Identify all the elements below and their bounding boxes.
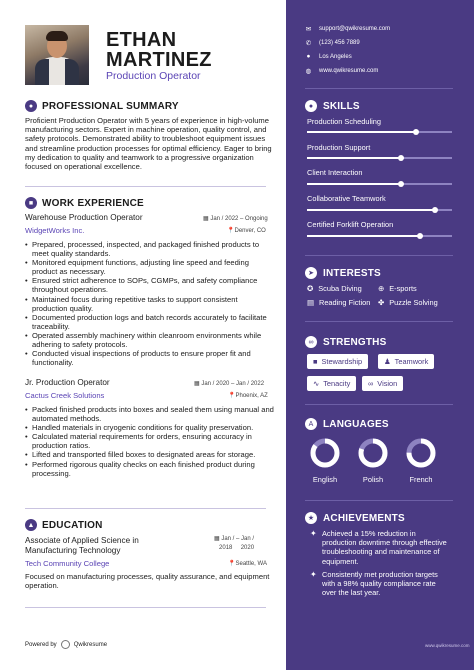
paper-plane-icon: ➤ (305, 267, 317, 279)
job-title-2: Jr. Production Operator (25, 378, 110, 387)
chain-icon: ∿ (313, 379, 320, 388)
company-2: Cactus Creek Solutions (25, 391, 105, 400)
skills-heading: ● SKILLS (305, 100, 360, 112)
education-description: Focused on manufacturing processes, quality assurance, and equipment operation. (25, 572, 270, 591)
puzzle-icon: ✤ (378, 298, 385, 307)
skill-bar (307, 183, 452, 185)
strength-tag: ∞ Vision (362, 376, 403, 391)
summary-heading: ● PROFESSIONAL SUMMARY (25, 100, 179, 112)
link-icon: ∞ (305, 336, 317, 348)
skill-bar (307, 157, 452, 159)
graduation-cap-icon: ▲ (25, 519, 37, 531)
skill-bar (307, 235, 452, 237)
globe-icon: ◍ (305, 68, 312, 75)
divider (25, 508, 266, 509)
language-label: English (312, 475, 338, 484)
job-location-2: 📍Phoenix, AZ (228, 393, 268, 399)
language-label: Polish (362, 475, 384, 484)
education-location: 📍Seattle, WA (228, 561, 267, 567)
interest-item: ✪ Scuba Diving (307, 284, 362, 293)
mail-icon: ✉ (305, 26, 312, 33)
language-ring (405, 437, 437, 469)
skill-label: Collaborative Teamwork (307, 194, 386, 203)
language-icon: A (305, 418, 317, 430)
binoculars-icon: ∞ (368, 379, 374, 388)
strengths-heading: ∞ STRENGTHS (305, 336, 386, 348)
contact-phone: ✆ (123) 456 7889 (305, 40, 360, 47)
education-heading: ▲ EDUCATION (25, 519, 103, 531)
languages-heading: A LANGUAGES (305, 418, 389, 430)
job-bullets-1: • Prepared, processed, inspected, and packaged finished products to meet quality standards. • Monitored equipment functions, adjusting line speed and feeding product as necessary. • Ensured strict adherence to SOPs, CGMPs, and safety compliance throughout operations. • Maintained focus during repetitive tasks to support consistent production quality. • Documented production logs and batch records accurately to facilitate traceability. • Operated assembly machinery within cleanroom environments while adhering to safety protocols. • Conducted visual inspections of products to ensure proper fit and functionality. (25, 240, 275, 367)
phone-icon: ✆ (305, 40, 312, 47)
language-label: French (409, 475, 433, 484)
profile-photo (25, 25, 89, 85)
skill-label: Production Support (307, 143, 371, 152)
divider (25, 186, 266, 187)
briefcase-icon: ■ (313, 357, 318, 366)
language-ring (309, 437, 341, 469)
user-icon: ● (25, 100, 37, 112)
language-ring (357, 437, 389, 469)
strength-tag: ♟ Teamwork (378, 354, 434, 369)
interest-item: ▤ Reading Fiction (307, 298, 371, 307)
interest-item: ⊕ E-sports (378, 284, 417, 293)
scuba-icon: ✪ (307, 284, 314, 293)
skill-bar (307, 131, 452, 133)
contact-website[interactable]: ◍ www.qwikresume.com (305, 68, 379, 75)
job-dates-2: ▦ Jan / 2020 – Jan / 2022 (194, 381, 265, 387)
achievement-item: ✦ Achieved a 15% reduction in production downtime through effective troubleshooting and maintenance of equipment. (310, 529, 447, 566)
trophy-icon: ✦ (310, 570, 317, 579)
briefcase-icon: ■ (25, 197, 37, 209)
job-title: Production Operator (106, 70, 201, 82)
book-icon: ▤ (307, 298, 314, 307)
education-dates: ▦ Jan / – Jan / 2018 2020 (214, 536, 255, 551)
trophy-icon: ✦ (310, 529, 317, 538)
powered-by: Powered by Qwikresume (25, 641, 108, 648)
job-title-1: Warehouse Production Operator (25, 213, 143, 222)
degree: Associate of Applied Science in Manufacturing Technology (25, 536, 139, 555)
achievements-heading: ★ ACHIEVEMENTS (305, 512, 405, 524)
company-1: WidgetWorks Inc. (25, 226, 85, 235)
gamepad-icon: ⊕ (378, 284, 385, 293)
sidebar-divider (305, 321, 453, 322)
achievement-item: ✦ Consistently met production targets with a 98% quality compliance rate over the last year. (310, 570, 438, 598)
skill-label: Production Scheduling (307, 117, 381, 126)
skill-bar (307, 209, 452, 211)
sidebar-divider (305, 500, 453, 501)
interest-item: ✤ Puzzle Solving (378, 298, 438, 307)
footer-site: www.qwikresume.com (425, 643, 470, 648)
skill-label: Client Interaction (307, 168, 363, 177)
lightbulb-icon: ● (305, 100, 317, 112)
job-dates-1: ▦ Jan / 2022 – Ongoing (203, 216, 268, 222)
strength-tag: ■ Stewardship (307, 354, 368, 369)
job-bullets-2: • Packed finished products into boxes and sealed them using manual and automated methods. • Handled materials in cryogenic conditions for quality preservation. • Calculated material requirements for orders, ensuring accuracy in production ratios. • Lifted and transported filled boxes to designated areas for storage. • Performed rigorous quality checks on each finished product during processing. (25, 405, 275, 478)
sidebar-divider (305, 404, 453, 405)
sidebar-divider (305, 255, 453, 256)
team-icon: ♟ (384, 357, 391, 366)
sidebar-divider (305, 88, 453, 89)
school: Tech Community College (25, 559, 110, 568)
trophy-icon: ★ (305, 512, 317, 524)
skill-label: Certified Forklift Operation (307, 220, 394, 229)
location-icon: ● (306, 53, 311, 60)
summary-text: Proficient Production Operator with 5 years of experience in high-volume manufacturing sectors. Expert in machine operation, quality control, and safety protocols. Demonstrated ability to troubleshoot equipment issues and streamline production processes for optimal efficiency. Eager to bring my dedication to quality and teamwork to a progressive organization focused on operational excellence. (25, 116, 272, 172)
divider (25, 607, 266, 608)
contact-location: ● Los Angeles (306, 53, 352, 60)
candidate-name: ETHAN MARTINEZ (106, 29, 212, 71)
interests-heading: ➤ INTERESTS (305, 267, 381, 279)
experience-heading: ■ WORK EXPERIENCE (25, 197, 144, 209)
contact-email[interactable]: ✉ support@qwikresume.com (305, 26, 391, 33)
strength-tag: ∿ Tenacity (307, 376, 356, 391)
job-location-1: 📍Denver, CO (227, 228, 266, 234)
qwikresume-logo-icon (61, 640, 70, 649)
